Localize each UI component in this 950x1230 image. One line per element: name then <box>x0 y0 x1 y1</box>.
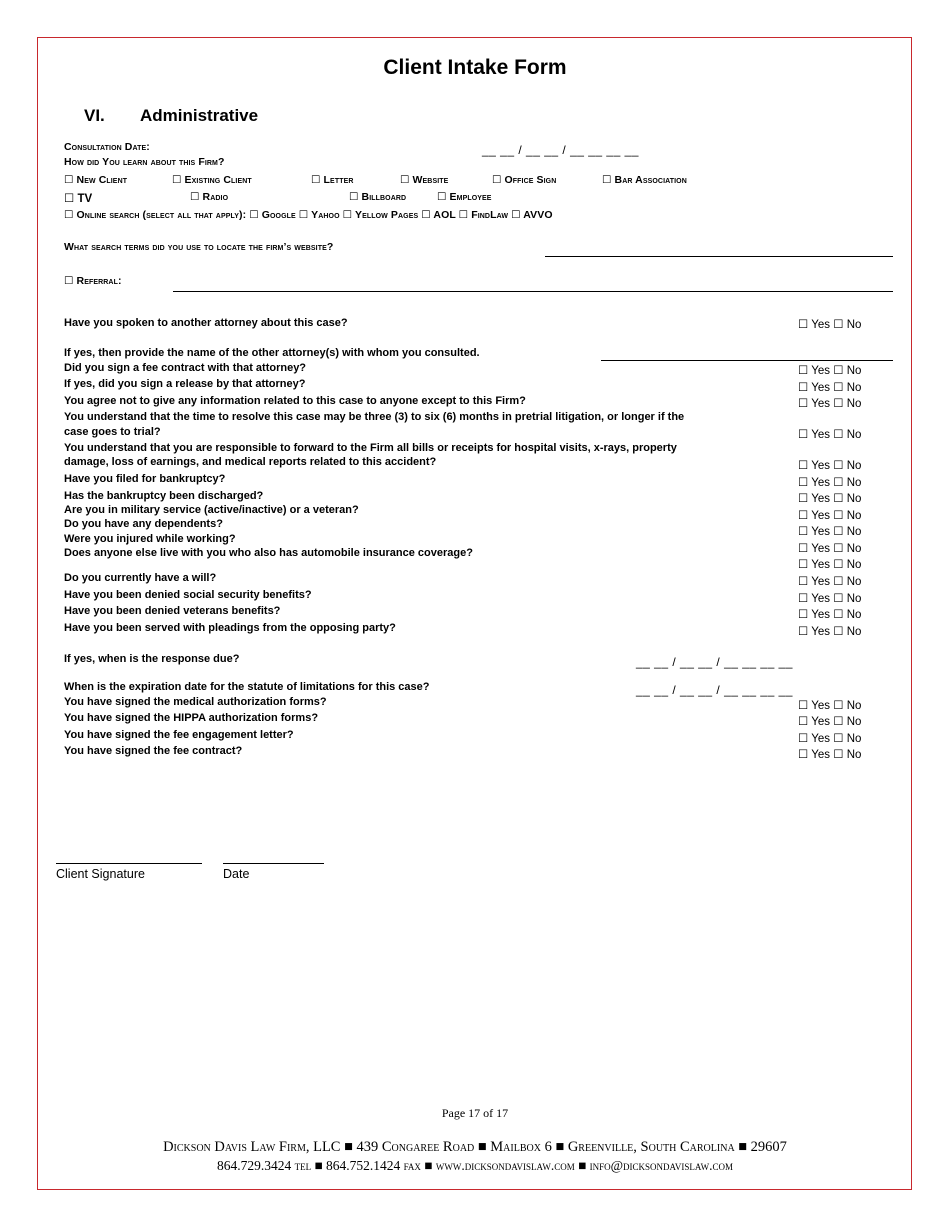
yes-no-checkbox[interactable]: ☐ Yes ☐ No <box>798 543 862 555</box>
consultation-date-field[interactable]: __ __ / __ __ / __ __ __ __ <box>482 143 639 157</box>
statute-date-field[interactable]: __ __ / __ __ / __ __ __ __ <box>636 683 793 697</box>
yes-no-checkbox[interactable]: ☐ Yes ☐ No <box>798 429 862 441</box>
question-text: You understand that the time to resolve this case may be three (3) to six (6) months in pretrial litigation, or longer if the <box>64 411 685 423</box>
source-existing-client[interactable]: ☐ Existing Client <box>172 174 252 186</box>
source-radio[interactable]: ☐ Radio <box>190 191 229 203</box>
footer-contact: 864.729.3424 tel ■ 864.752.1424 fax ■ www.dicksondavislaw.com ■ info@dicksondavislaw.com <box>216 1158 734 1173</box>
question-text: You agree not to give any information related to this case to anyone except to this Firm? <box>64 395 526 407</box>
yes-no-checkbox[interactable]: ☐ Yes ☐ No <box>798 593 862 605</box>
section-title: Administrative <box>140 106 259 125</box>
source-letter[interactable]: ☐ Letter <box>311 174 354 186</box>
yes-no-checkbox[interactable]: ☐ Yes ☐ No <box>798 733 862 745</box>
yes-no-checkbox[interactable]: ☐ Yes ☐ No <box>798 609 862 621</box>
question-text: You have signed the HIPPA authorization forms? <box>64 712 319 724</box>
question-text: You have signed the medical authorization forms? <box>64 696 327 708</box>
source-employee[interactable]: ☐ Employee <box>437 191 492 203</box>
question-text: Did you sign a fee contract with that attorney? <box>64 362 307 374</box>
yes-no-checkbox[interactable]: ☐ Yes ☐ No <box>798 576 862 588</box>
question-statute-limitations: When is the expiration date for the statute of limitations for this case? <box>64 681 430 693</box>
client-signature-line[interactable] <box>56 863 202 864</box>
source-office-sign[interactable]: ☐ Office Sign <box>492 174 557 186</box>
question-text: Have you been denied veterans benefits? <box>64 605 281 617</box>
yes-no-checkbox[interactable]: ☐ Yes ☐ No <box>798 626 862 638</box>
question-text: damage, loss of earnings, and medical reports related to this accident? <box>64 456 437 468</box>
question-text: Were you injured while working? <box>64 533 236 545</box>
question-text: Has the bankruptcy been discharged? <box>64 490 264 502</box>
yes-no-checkbox[interactable]: ☐ Yes ☐ No <box>798 526 862 538</box>
form-title: Client Intake Form <box>383 56 567 79</box>
yes-no-checkbox[interactable]: ☐ Yes ☐ No <box>798 460 862 472</box>
question-text: Have you been denied social security benefits? <box>64 589 312 601</box>
search-terms-line[interactable] <box>545 256 893 257</box>
question-text: If yes, did you sign a release by that attorney? <box>64 378 306 390</box>
source-tv[interactable]: ☐ TV <box>64 193 93 205</box>
referral-line[interactable] <box>173 291 893 292</box>
source-website[interactable]: ☐ Website <box>400 174 449 186</box>
learn-about-firm-label: How did You learn about this Firm? <box>64 156 225 168</box>
search-terms-label: What search terms did you use to locate the firm’s website? <box>64 241 334 253</box>
client-signature-label: Client Signature <box>56 867 145 881</box>
yes-no-checkbox[interactable]: ☐ Yes ☐ No <box>798 559 862 571</box>
question-spoken-attorney: Have you spoken to another attorney about this case? <box>64 317 348 329</box>
yes-no-checkbox[interactable]: ☐ Yes ☐ No <box>798 477 862 489</box>
source-bar-association[interactable]: ☐ Bar Association <box>602 174 687 186</box>
referral-label[interactable]: ☐ Referral: <box>64 275 122 287</box>
question-text: Have you been served with pleadings from the opposing party? <box>64 622 396 634</box>
yes-no-checkbox[interactable]: ☐ Yes ☐ No <box>798 700 862 712</box>
yes-no-checkbox[interactable]: ☐ Yes ☐ No <box>798 716 862 728</box>
response-due-date-field[interactable]: __ __ / __ __ / __ __ __ __ <box>636 655 793 669</box>
yes-no-checkbox[interactable]: ☐ Yes ☐ No <box>798 382 862 394</box>
question-text: You have signed the fee contract? <box>64 745 243 757</box>
page-number: Page 17 of 17 <box>441 1106 509 1120</box>
question-text: Do you currently have a will? <box>64 572 217 584</box>
signature-date-label: Date <box>223 867 250 881</box>
yes-no-checkbox[interactable]: ☐ Yes ☐ No <box>798 493 862 505</box>
other-attorney-line[interactable] <box>601 360 893 361</box>
source-billboard[interactable]: ☐ Billboard <box>349 191 407 203</box>
question-text: You understand that you are responsible to forward to the Firm all bills or receipts for hospital visits, x-rays, property <box>64 442 677 454</box>
yes-no-checkbox[interactable]: ☐ Yes ☐ No <box>798 749 862 761</box>
footer-address: Dickson Davis Law Firm, LLC ■ 439 Congaree Road ■ Mailbox 6 ■ Greenville, South Carolina ■ 29607 <box>163 1139 787 1155</box>
date-signature-line[interactable] <box>223 863 324 864</box>
consultation-date-label: Consultation Date: <box>64 141 150 153</box>
yes-no-checkbox[interactable]: ☐ Yes ☐ No <box>798 365 862 377</box>
question-other-attorney-name: If yes, then provide the name of the other attorney(s) with whom you consulted. <box>64 347 480 359</box>
yes-no-checkbox[interactable]: ☐ Yes ☐ No <box>798 398 862 410</box>
question-response-due: If yes, when is the response due? <box>64 653 240 665</box>
question-text: You have signed the fee engagement letter? <box>64 729 294 741</box>
question-text: Are you in military service (active/inactive) or a veteran? <box>64 504 359 516</box>
yes-no-checkbox[interactable]: ☐ Yes ☐ No <box>798 319 862 331</box>
question-text: Do you have any dependents? <box>64 518 223 530</box>
source-new-client[interactable]: ☐ New Client <box>64 174 128 186</box>
question-text: case goes to trial? <box>64 426 161 438</box>
question-text: Have you filed for bankruptcy? <box>64 473 226 485</box>
question-text: Does anyone else live with you who also has automobile insurance coverage? <box>64 547 473 559</box>
online-search-options[interactable]: ☐ Online search (select all that apply): ☐ Google ☐ Yahoo ☐ Yellow Pages ☐ AOL ☐ FindLaw ☐ AVVO <box>64 209 553 221</box>
yes-no-checkbox[interactable]: ☐ Yes ☐ No <box>798 510 862 522</box>
section-number: VI. <box>84 106 105 125</box>
